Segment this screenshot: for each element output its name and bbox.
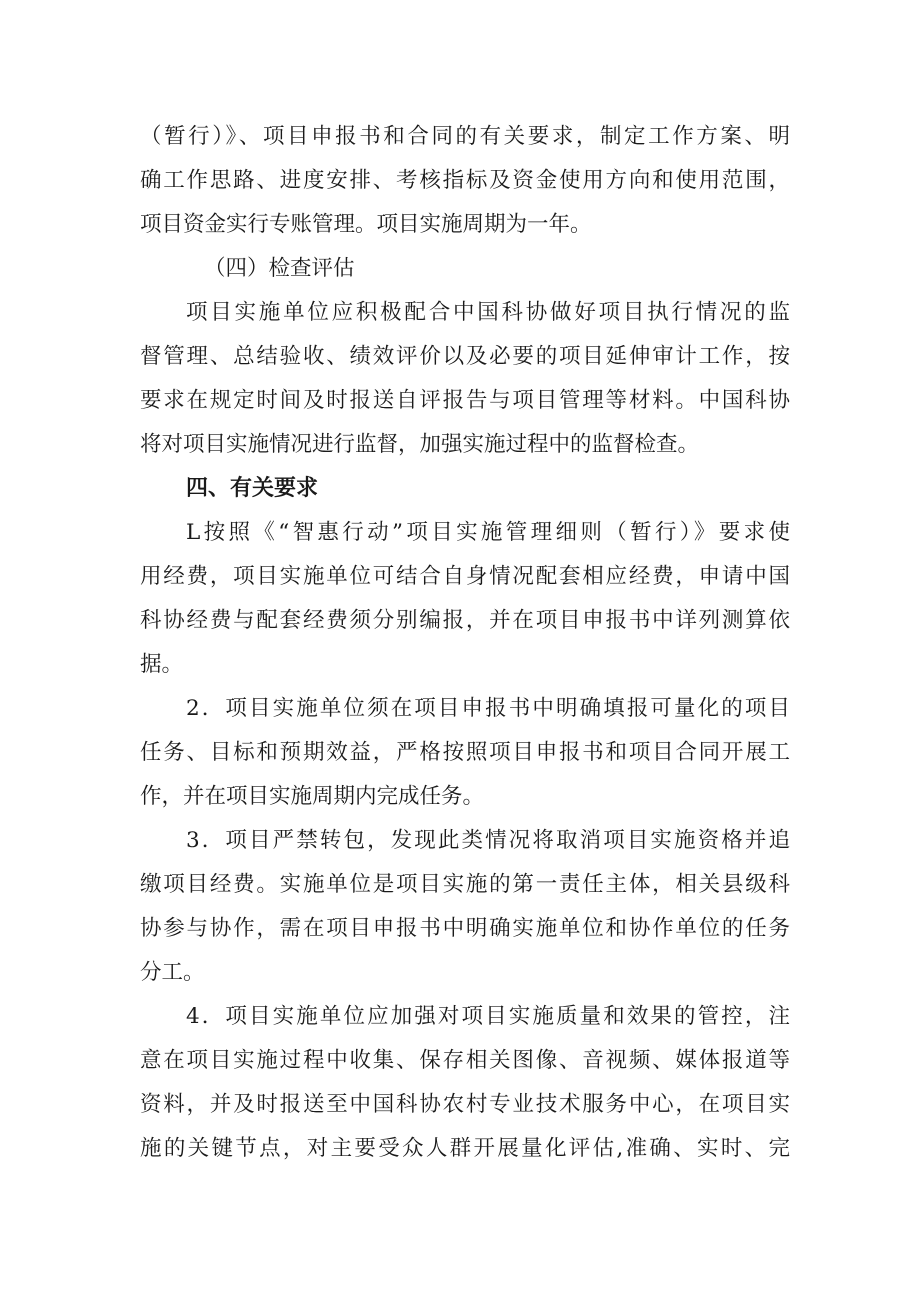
paragraph-line: （暂行）》、项目申报书和合同的有关要求，制定工作方案、明 (140, 124, 790, 149)
paragraph-line: 用经费，项目实施单位可结合自身情况配套相应经费，申请中国 (140, 564, 790, 589)
paragraph-line: 意在项目实施过程中收集、保存相关图像、音视频、媒体报道等 (140, 1048, 790, 1073)
paragraph-line: L按照《“智惠行动”项目实施管理细则（暂行）》要求使 (186, 520, 790, 545)
paragraph-line: 要求在规定时间及时报送自评报告与项目管理等材料。中国科协 (140, 388, 790, 413)
paragraph-line: 项目资金实行专账管理。项目实施周期为一年。 (140, 212, 592, 237)
section-subheading: （四）检查评估 (204, 256, 355, 281)
paragraph-line: 缴项目经费。实施单位是项目实施的第一责任主体，相关县级科 (140, 872, 790, 897)
paragraph-line: 将对项目实施情况进行监督，加强实施过程中的监督检查。 (140, 432, 700, 457)
paragraph-line: 施的关键节点，对主要受众人群开展量化评估,准确、实时、完 (140, 1136, 790, 1161)
paragraph-line: 科协经费与配套经费须分别编报，并在项目申报书中详列测算依 (140, 608, 790, 633)
paragraph-line: 督管理、总结验收、绩效评价以及必要的项目延伸审计工作，按 (140, 344, 790, 369)
paragraph-line: 项目实施单位应积极配合中国科协做好项目执行情况的监 (186, 300, 790, 325)
paragraph-line: 任务、目标和预期效益，严格按照项目申报书和项目合同开展工 (140, 740, 790, 765)
paragraph-line: 作，并在项目实施周期内完成任务。 (140, 784, 485, 809)
paragraph-line: 2．项目实施单位须在项目申报书中明确填报可量化的项目 (186, 696, 790, 721)
paragraph-line: 据。 (140, 652, 184, 677)
paragraph-line: 分工。 (140, 960, 205, 985)
paragraph-line: 确工作思路、进度安排、考核指标及资金使用方向和使用范围， (140, 168, 790, 193)
paragraph-line: 协参与协作，需在项目申报书中明确实施单位和协作单位的任务 (140, 916, 790, 941)
section-heading: 四、有关要求 (186, 476, 319, 501)
paragraph-line: 资料，并及时报送至中国科协农村专业技术服务中心，在项目实 (140, 1092, 790, 1117)
paragraph-line: 3．项目严禁转包，发现此类情况将取消项目实施资格并追 (186, 828, 790, 853)
paragraph-line: 4．项目实施单位应加强对项目实施质量和效果的管控，注 (186, 1004, 790, 1029)
